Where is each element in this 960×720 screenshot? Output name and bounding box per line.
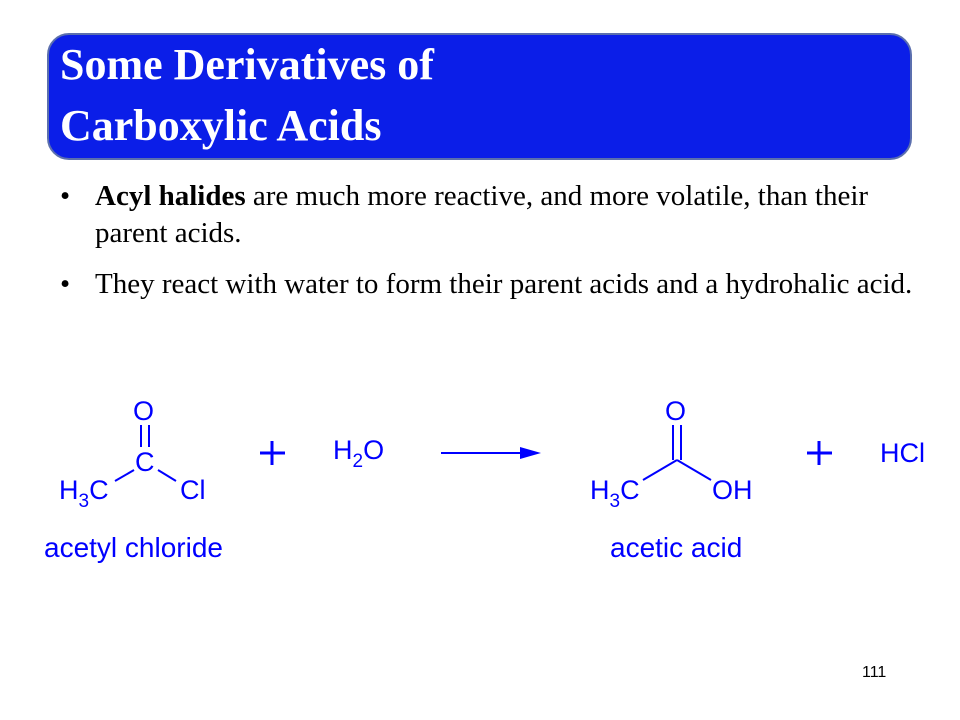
slide-title-line-1: Some Derivatives of [60,40,434,89]
plus-sign-1 [260,441,285,465]
acetyl-methyl-bond [115,470,134,481]
acetyl-chloride-bond [158,470,176,481]
bullet-marker: • [60,268,71,300]
bullet-marker: • [60,180,71,212]
acetyl-carbonyl-oxygen: O [133,396,155,426]
plus-sign-2 [807,441,832,465]
acetic-acid-structure [643,425,711,480]
slide-number: 111 [862,664,887,681]
acetyl-chloride-label: acetyl chloride [44,532,223,563]
acetic-methyl-group: $H_3C$ [590,475,640,512]
acetic-carbonyl-oxygen: O [665,396,687,426]
acetic-methyl-bond [643,460,677,480]
hcl-formula: HCl [880,438,925,468]
bullet-term: Acyl halides [95,180,246,212]
bullet-text: are much more reactive, and more volatile, than their parent acids. [95,180,869,249]
acetic-hydroxyl: OH [712,475,753,505]
acetic-hydroxyl-bond [677,460,711,480]
acetyl-carbonyl-carbon: C [135,447,155,477]
bullet-text: They react with water to form their parent acids and a hydrohalic acid. [95,268,913,300]
slide-title-line-2: Carboxylic Acids [60,101,382,150]
acetyl-chlorine: Cl [180,475,206,505]
reaction-arrow [441,447,541,459]
acetyl-methyl-group: $H_3C$ [59,475,109,512]
acetic-acid-label: acetic acid [610,532,743,563]
water-formula: $H_2O$ [333,435,385,472]
